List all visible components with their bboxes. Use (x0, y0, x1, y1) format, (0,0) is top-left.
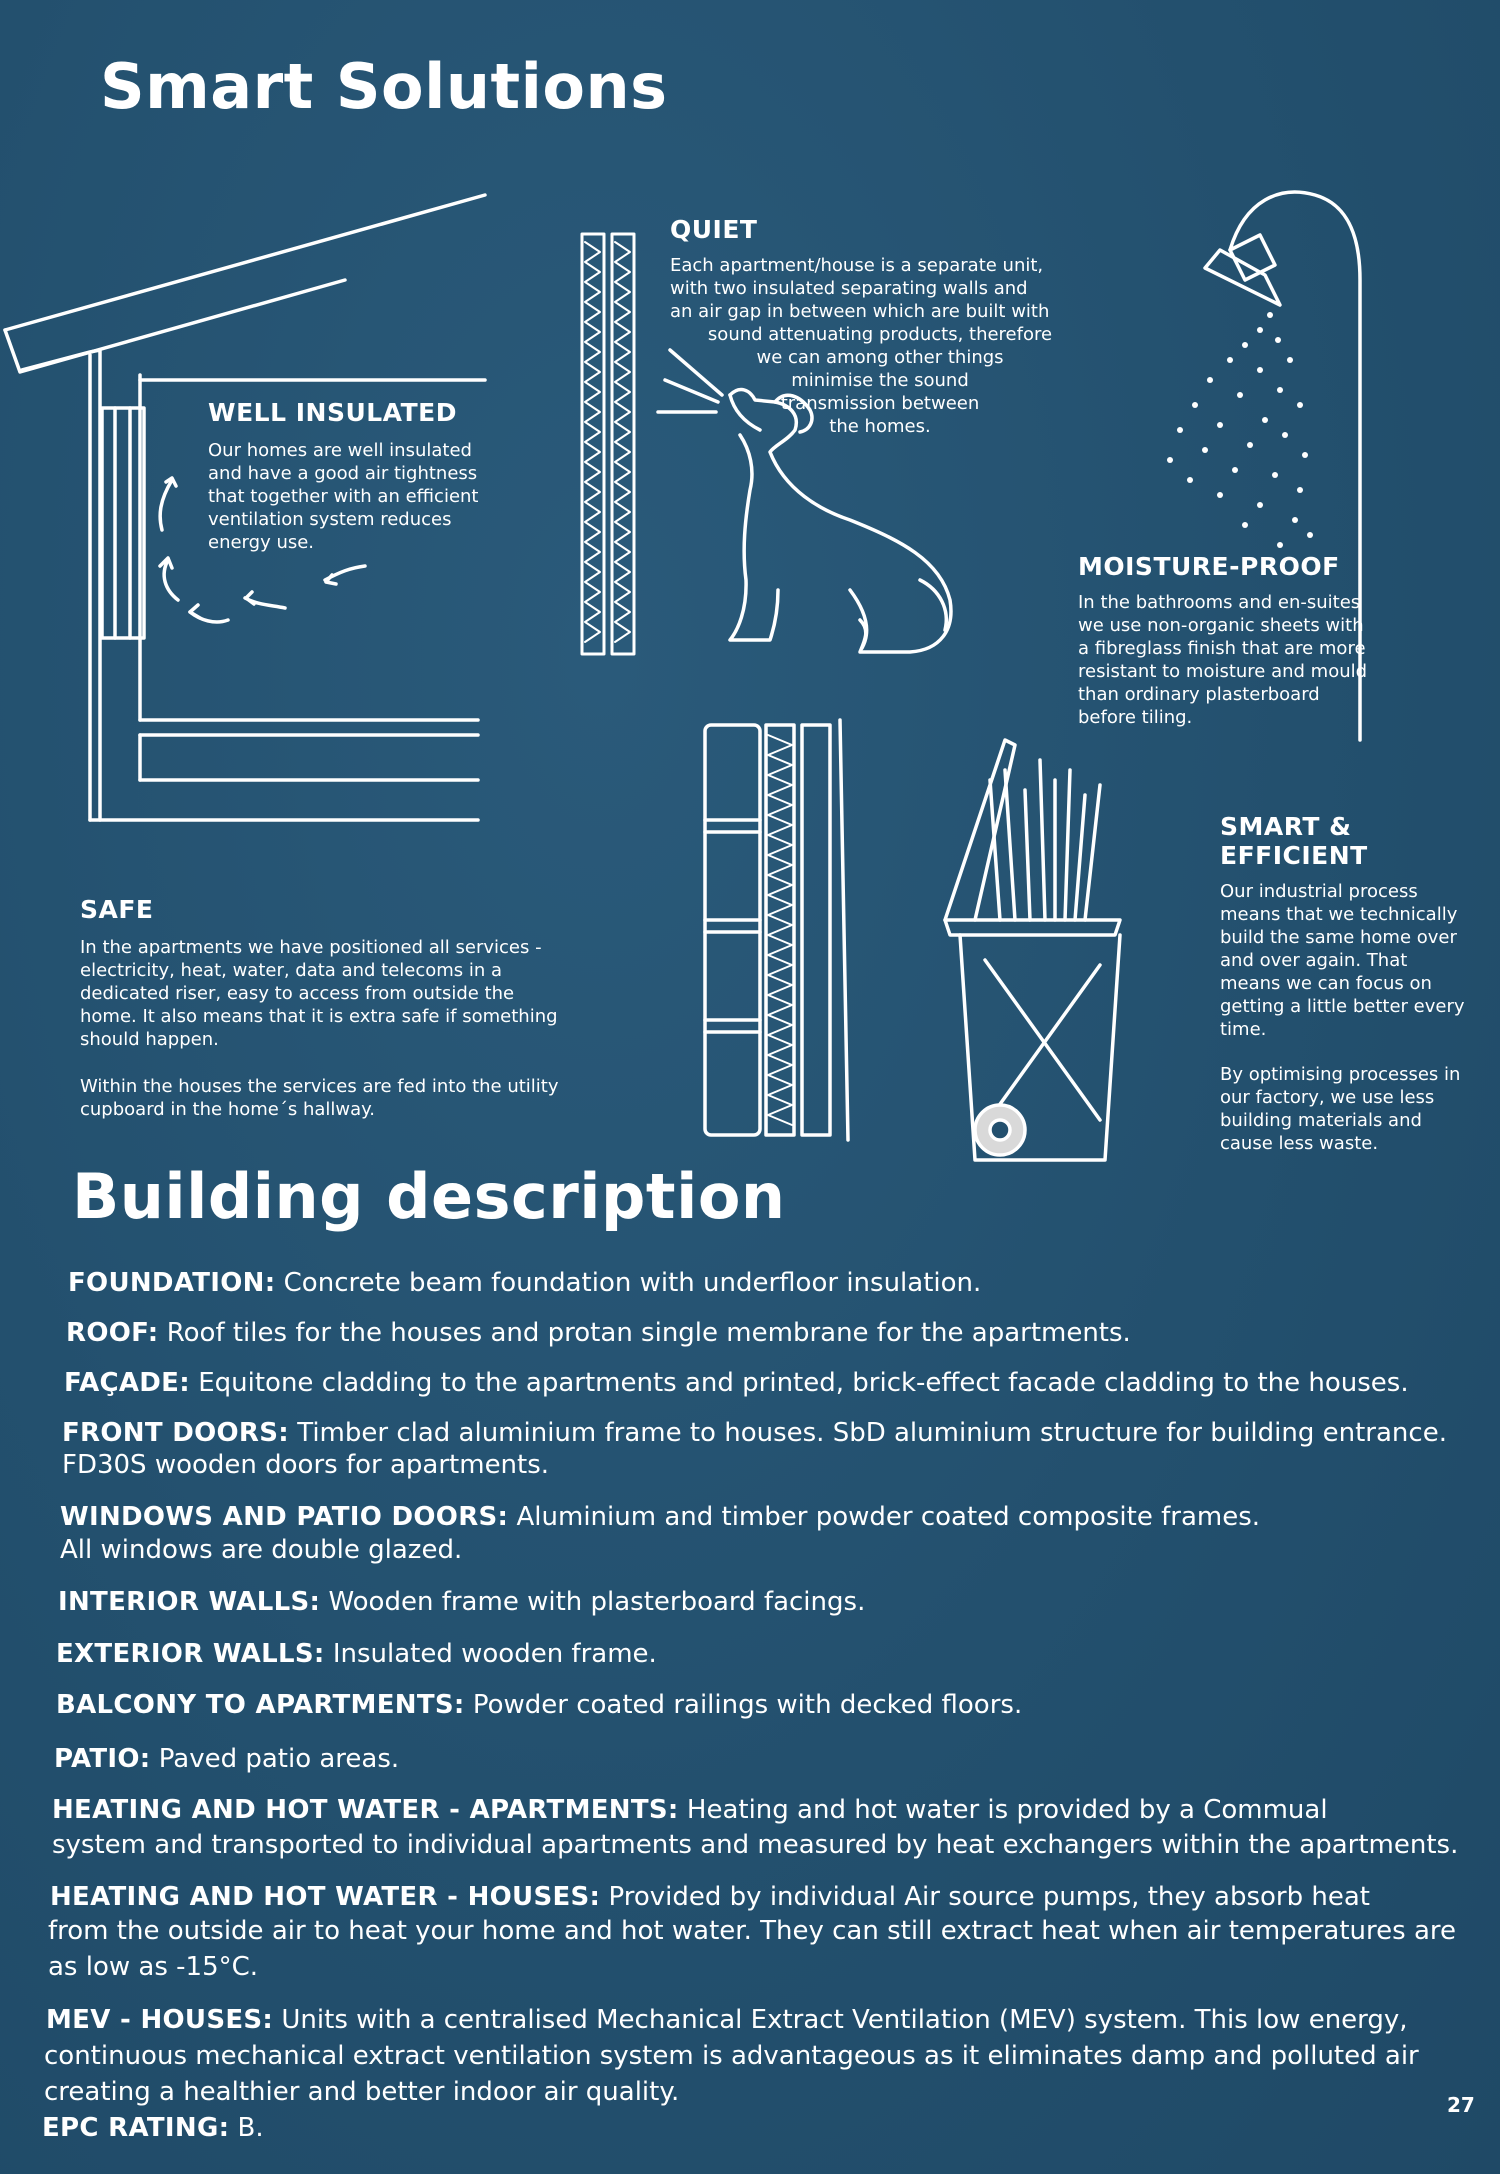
feature-line: time. (1220, 1019, 1267, 1040)
spec-heating-apartments-cont (52, 1828, 1458, 1862)
spec-facade (64, 1366, 1409, 1400)
spec-value: All windows are double glazed. (60, 1535, 463, 1565)
spec-windows-cont (60, 1533, 462, 1567)
spec-label: BALCONY TO APARTMENTS: (56, 1690, 465, 1720)
page-number: 27 (1447, 2093, 1475, 2117)
feature-line: By optimising processes in (1220, 1064, 1461, 1085)
spec-label: WINDOWS AND PATIO DOORS: (60, 1502, 509, 1532)
feature-title: SAFE (80, 895, 154, 924)
feature-title: QUIET (670, 215, 758, 244)
feature-line: means that we technically (1220, 904, 1458, 925)
spec-mev (46, 2003, 1408, 2037)
feature-line: we can among other things (756, 347, 1004, 368)
spec-mev-cont (44, 2039, 1419, 2073)
spec-value: as low as -15°C. (48, 1952, 259, 1982)
feature-line: Each apartment/house is a separate unit, (670, 255, 1044, 276)
spec-label: MEV - HOUSES: (46, 2005, 274, 2035)
feature-line: cupboard in the home´s hallway. (80, 1099, 375, 1120)
spec-label: HEATING AND HOT WATER - APARTMENTS: (52, 1795, 679, 1825)
feature-line: that together with an efficient (208, 486, 479, 507)
feature-line: an air gap in between which are built with (670, 301, 1050, 322)
spec-value: Wooden frame with plasterboard facings. (328, 1587, 866, 1617)
spec-value: Insulated wooden frame. (332, 1639, 657, 1669)
feature-line: a fibreglass finish that are more (1078, 638, 1366, 659)
spec-interior-walls (58, 1585, 865, 1619)
spec-value: Equitone cladding to the apartments and printed, brick-effect facade cladding to the houses. (198, 1368, 1409, 1398)
feature-line: home. It also means that it is extra safe if something (80, 1006, 558, 1027)
spec-heating-houses-cont (48, 1914, 1456, 1948)
spec-value: B. (237, 2113, 264, 2143)
spec-front-doors (62, 1416, 1447, 1450)
feature-line: resistant to moisture and mould (1078, 661, 1368, 682)
spec-roof (66, 1316, 1131, 1350)
feature-line: transmission between (780, 393, 980, 414)
spec-value: continuous mechanical extract ventilation system is advantageous as it eliminates damp and polluted air (44, 2041, 1419, 2071)
spec-value: Powder coated railings with decked floors. (472, 1690, 1023, 1720)
feature-line: Our homes are well insulated (208, 440, 472, 461)
spec-label: FRONT DOORS: (62, 1418, 289, 1448)
feature-line: the homes. (829, 416, 931, 437)
feature-line: Our industrial process (1220, 881, 1418, 902)
feature-line: with two insulated separating walls and (670, 278, 1028, 299)
feature-line: and over again. That (1220, 950, 1408, 971)
spec-patio (54, 1742, 399, 1776)
spec-label: INTERIOR WALLS: (58, 1587, 321, 1617)
feature-line: In the apartments we have positioned all services - (80, 937, 542, 958)
spec-exterior-walls (56, 1637, 657, 1671)
spec-label: EXTERIOR WALLS: (56, 1639, 325, 1669)
feature-line: cause less waste. (1220, 1133, 1379, 1154)
feature-line: getting a little better every (1220, 996, 1465, 1017)
feature-line: build the same home over (1220, 927, 1457, 948)
spec-heating-houses-cont (48, 1950, 258, 1984)
spec-value: Units with a centralised Mechanical Extract Ventilation (MEV) system. This low energy, (281, 2005, 1408, 2035)
page-title: Smart Solutions (100, 50, 668, 123)
spec-value: FD30S wooden doors for apartments. (62, 1450, 550, 1480)
feature-line: and have a good air tightness (208, 463, 478, 484)
spec-label: PATIO: (54, 1744, 151, 1774)
feature-line: means we can focus on (1220, 973, 1432, 994)
spec-value: creating a healthier and better indoor air quality. (44, 2077, 680, 2107)
spec-label: HEATING AND HOT WATER - HOUSES: (50, 1882, 601, 1912)
feature-line: building materials and (1220, 1110, 1422, 1131)
building-description-title: Building description (72, 1160, 786, 1233)
feature-line: should happen. (80, 1029, 219, 1050)
feature-line: electricity, heat, water, data and telecoms in a (80, 960, 503, 981)
spec-heating-houses (50, 1880, 1370, 1914)
spec-windows (60, 1500, 1260, 1534)
spec-value: from the outside air to heat your home and hot water. They can still extract heat when air temperatures are (48, 1916, 1456, 1946)
feature-line: than ordinary plasterboard (1078, 684, 1320, 705)
feature-line: energy use. (208, 532, 315, 553)
spec-label: EPC RATING: (42, 2113, 230, 2143)
feature-line: In the bathrooms and en-suites (1078, 592, 1361, 613)
feature-title: SMART & (1220, 812, 1352, 841)
feature-line: Within the houses the services are fed into the utility (80, 1076, 559, 1097)
feature-line: sound attenuating products, therefore (707, 324, 1053, 345)
spec-value: Concrete beam foundation with underfloor insulation. (283, 1268, 982, 1298)
spec-label: FAÇADE: (64, 1368, 190, 1398)
spec-value: Roof tiles for the houses and protan single membrane for the apartments. (166, 1318, 1131, 1348)
spec-value: system and transported to individual apartments and measured by heat exchangers within the apartments. (52, 1830, 1459, 1860)
spec-label: ROOF: (66, 1318, 159, 1348)
spec-value: Timber clad aluminium frame to houses. SbD aluminium structure for building entrance. (297, 1418, 1447, 1448)
spec-heating-apartments (52, 1793, 1328, 1827)
spec-balcony (56, 1688, 1022, 1722)
spec-foundation (68, 1266, 981, 1300)
feature-line: ventilation system reduces (208, 509, 452, 530)
feature-line: our factory, we use less (1220, 1087, 1435, 1108)
feature-title: MOISTURE-PROOF (1078, 552, 1340, 581)
spec-value: Provided by individual Air source pumps, they absorb heat (608, 1882, 1370, 1912)
spec-value: Heating and hot water is provided by a Commual (686, 1795, 1328, 1825)
feature-line: dedicated riser, easy to access from outside the (80, 983, 515, 1004)
feature-title: EFFICIENT (1220, 841, 1368, 870)
spec-value: Paved patio areas. (158, 1744, 400, 1774)
spec-mev-cont (44, 2075, 679, 2109)
spec-label: FOUNDATION: (68, 1268, 276, 1298)
feature-line: we use non-organic sheets with (1078, 615, 1364, 636)
spec-value: Aluminium and timber powder coated composite frames. (516, 1502, 1261, 1532)
spec-epc-rating (42, 2111, 264, 2145)
feature-line: minimise the sound (791, 370, 969, 391)
feature-line: before tiling. (1078, 707, 1193, 728)
feature-title: WELL INSULATED (208, 398, 457, 427)
spec-front-doors-cont (62, 1448, 549, 1482)
